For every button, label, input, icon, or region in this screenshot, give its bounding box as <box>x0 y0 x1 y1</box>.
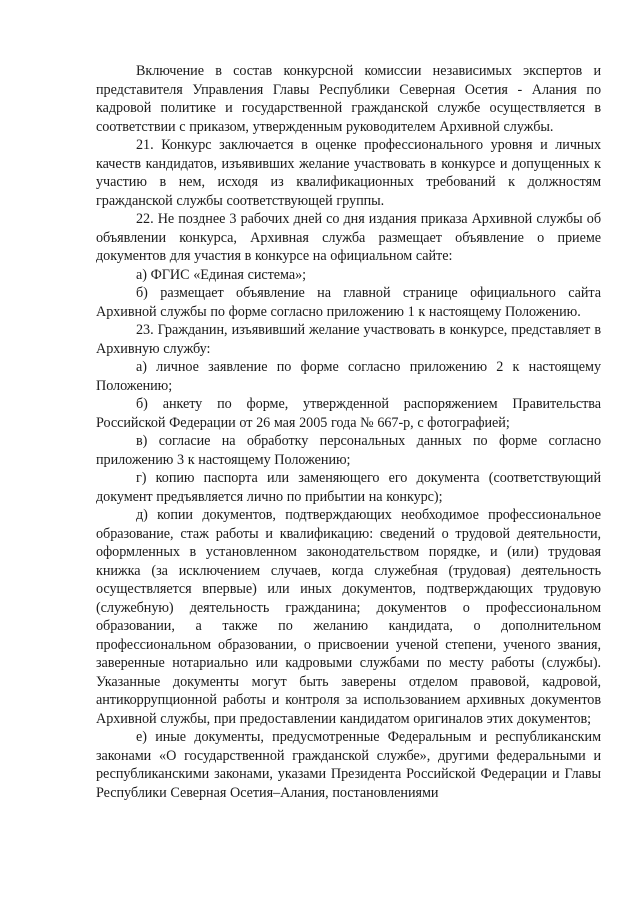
paragraph-21-competition: 21. Конкурс заключается в оценке профессионального уровня и личных качеств кандидатов, изъявивших желание участвовать в конкурсе и допущенных к участию в нем, исходя из квалификационных требований к должностям гражданской службы соответствующей группы. <box>96 137 601 209</box>
paragraph-22-announcement: 22. Не позднее 3 рабочих дней со дня издания приказа Архивной службы об объявлении конкурса, Архивная служба размещает объявление о приеме документов для участия в конкурсе на официальном сайте: <box>96 211 601 264</box>
paragraph-commission-inclusion: Включение в состав конкурсной комиссии независимых экспертов и представителя Управления Главы Республики Северная Осетия - Алания по кадровой политике и государственной гражданской службе осуществляется в соответствии с приказом, утвержденным руководителем Архивной службы. <box>96 63 601 135</box>
paragraph-23-a: а) личное заявление по форме согласно приложению 2 к настоящему Положению; <box>96 359 601 394</box>
document-page <box>96 62 601 802</box>
paragraph-22-a: а) ФГИС «Единая система»; <box>136 266 307 283</box>
paragraph-23-d: г) копию паспорта или заменяющего его документа (соответствующий документ предъявляется лично по прибытии на конкурс); <box>96 470 601 505</box>
paragraph-23-f: е) иные документы, предусмотренные Федеральным и республиканским законами «О государственной гражданской службе», другими федеральными и республиканскими законами, указами Президента Российской Федерации и Главы Республики Северная Осетия–Алания, постановлениями <box>96 729 601 801</box>
paragraph-23-citizen: 23. Гражданин, изъявивший желание участвовать в конкурсе, представляет в Архивную службу: <box>96 322 601 357</box>
paragraph-23-c: в) согласие на обработку персональных данных по форме согласно приложению 3 к настоящему Положению; <box>96 433 601 468</box>
paragraph-23-e: д) копии документов, подтверждающих необходимое профессиональное образование, стаж работы и квалификацию: сведений о трудовой деятельности, оформленных в установленном законодательством порядке, и (или) трудовая книжка (за исключением случаев, когда служебная (трудовая) деятельность осуществляется впервые) или иных документов, подтверждающих трудовую (служебную) деятельность гражданина; документов о профессиональном образовании, а также по желанию кандидата, о дополнительном профессиональном образовании, о присвоении ученой степени, ученого звания, заверенные нотариально или кадровыми службами по месту работы (службы). Указанные документы могут быть заверены отделом правовой, кадровой, антикоррупционной работы и контроля за использованием архивных документов Архивной службы, при предоставлении кандидатом оригиналов этих документов; <box>96 507 601 727</box>
paragraph-23-b: б) анкету по форме, утвержденной распоряжением Правительства Российской Федерации от 26 мая 2005 года № 667-р, с фотографией; <box>96 396 601 431</box>
paragraph-22-b: б) размещает объявление на главной странице официального сайта Архивной службы по форме согласно приложению 1 к настоящему Положению. <box>96 285 601 320</box>
